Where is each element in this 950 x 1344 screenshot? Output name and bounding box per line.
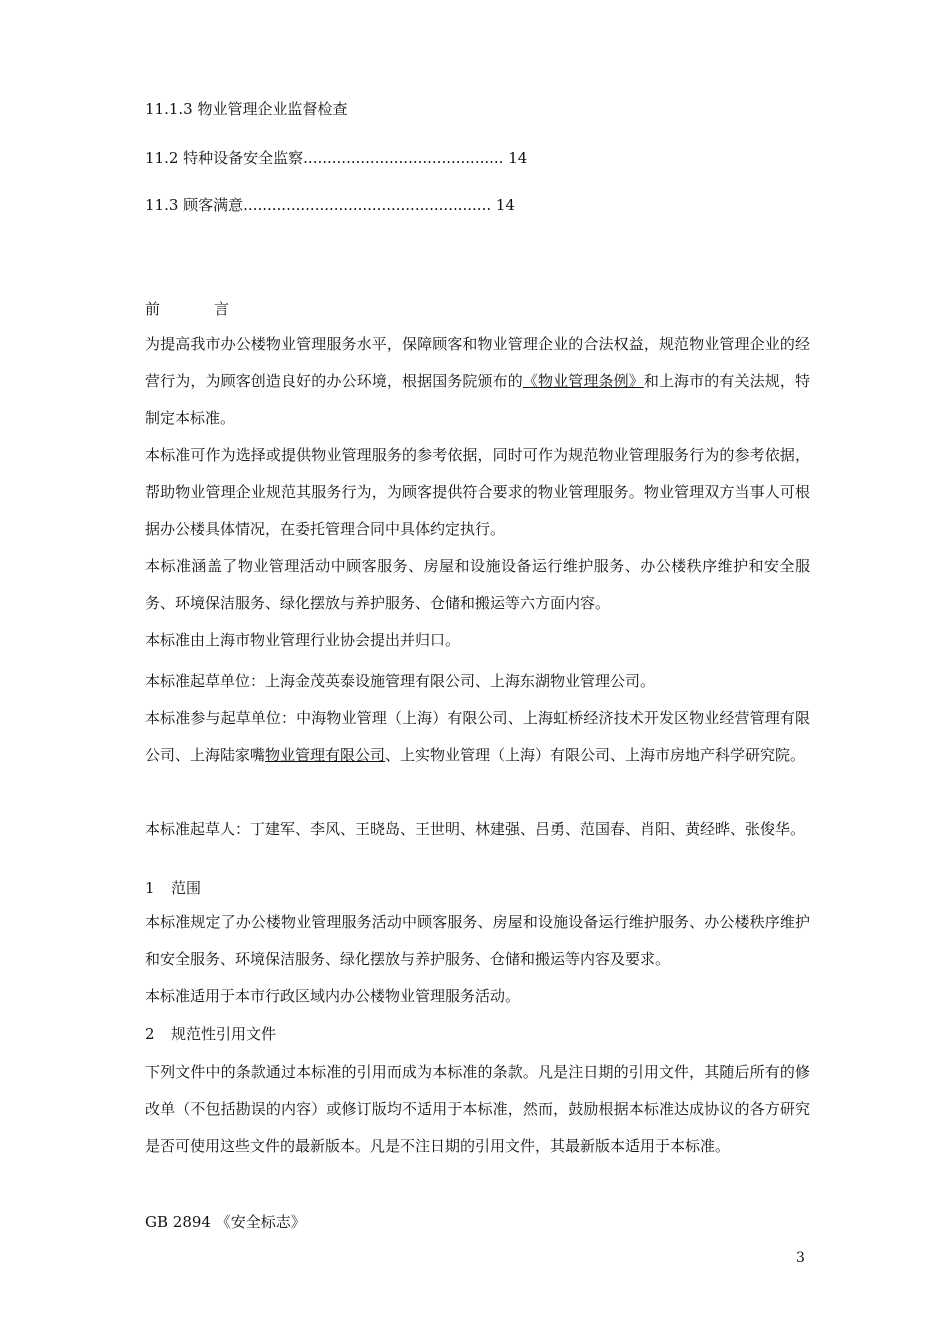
foreword-p6-text-after: 、上实物业管理（上海）有限公司、上海市房地产科学研究院。 <box>385 746 806 764</box>
toc-item-label: 11.2 特种设备安全监察.......................................... <box>145 149 504 167</box>
section-2-heading <box>145 1024 276 1044</box>
foreword-paragraph-1 <box>145 326 810 437</box>
section-1-number: 1 <box>145 879 155 897</box>
foreword-paragraph-2: 本标准可作为选择或提供物业管理服务的参考依据，同时可作为规范物业管理服务行为的参考依据，帮助物业管理企业规范其服务行为，为顾客提供符合要求的物业管理服务。物业管理双方当事人可根据办公楼具体情况，在委托管理合同中具体约定执行。 <box>145 446 810 538</box>
foreword-p1-text-after: 和上海市的有关法规，特制定本标准。 <box>145 372 810 427</box>
section-1-paragraph-1: 本标准规定了办公楼物业管理服务活动中顾客服务、房屋和设施设备运行维护服务、办公楼秩序维护和安全服务、环境保洁服务、绿化摆放与养护服务、仓储和搬运等内容及要求。 <box>145 913 810 968</box>
foreword-heading <box>145 299 229 319</box>
section-1-heading <box>145 878 201 898</box>
toc-item-page: 14 <box>508 149 528 167</box>
section-1-title: 范围 <box>171 879 202 897</box>
company-link[interactable]: 物业管理有限公司 <box>265 746 386 764</box>
foreword-p6-text: 本标准参与起草单位：中海物业管理（上海）有限公司、上海虹桥经济技术开发区物业经营管理有限公司、上海陆家嘴 <box>145 709 810 764</box>
section-1-paragraph-2: 本标准适用于本市行政区域内办公楼物业管理服务活动。 <box>145 987 521 1005</box>
foreword-paragraph-5: 本标准起草单位：上海金茂英泰设施管理有限公司、上海东湖物业管理公司。 <box>145 672 656 690</box>
toc-item-11-1-3[interactable] <box>145 99 347 119</box>
foreword-heading-char1: 前 <box>145 300 161 318</box>
section-2-number: 2 <box>145 1025 155 1043</box>
toc-item-11-3[interactable] <box>145 195 515 215</box>
toc-item-11-2[interactable] <box>145 148 527 168</box>
section-2-title: 规范性引用文件 <box>171 1025 277 1043</box>
foreword-paragraph-4: 本标准由上海市物业管理行业协会提出并归口。 <box>145 631 461 649</box>
foreword-paragraph-3: 本标准涵盖了物业管理活动中顾客服务、房屋和设施设备运行维护服务、办公楼秩序维护和安全服务、环境保洁服务、绿化摆放与养护服务、仓储和搬运等六方面内容。 <box>145 557 810 612</box>
toc-item-label: 11.1.3 物业管理企业监督检查 <box>145 100 348 118</box>
regulation-link[interactable]: 《物业管理条例》 <box>522 372 644 390</box>
foreword-heading-char2: 言 <box>214 300 230 318</box>
foreword-paragraph-7: 本标准起草人：丁建军、李风、王晓岛、王世明、林建强、吕勇、范国春、肖阳、黄经晔、张俊华。 <box>145 820 806 838</box>
toc-item-label: 11.3 顾客满意.................................................... <box>145 196 492 214</box>
section-2-paragraph-1: 下列文件中的条款通过本标准的引用而成为本标准的条款。凡是注日期的引用文件，其随后所有的修改单（不包括勘误的内容）或修订版均不适用于本标准，然而，鼓励根据本标准达成协议的各方研究是否可使用这些文件的最新版本。凡是不注日期的引用文件，其最新版本适用于本标准。 <box>145 1063 810 1155</box>
reference-gb-2894: GB 2894 《安全标志》 <box>145 1213 306 1231</box>
toc-item-page: 14 <box>495 196 515 214</box>
page-number: 3 <box>796 1250 805 1266</box>
foreword-p1-text: 为提高我市办公楼物业管理服务水平，保障顾客和物业管理企业的合法权益，规范物业管理企业的经营行为，为顾客创造良好的办公环境，根据国务院颁布的 <box>145 335 810 390</box>
foreword-paragraph-6 <box>145 700 810 774</box>
